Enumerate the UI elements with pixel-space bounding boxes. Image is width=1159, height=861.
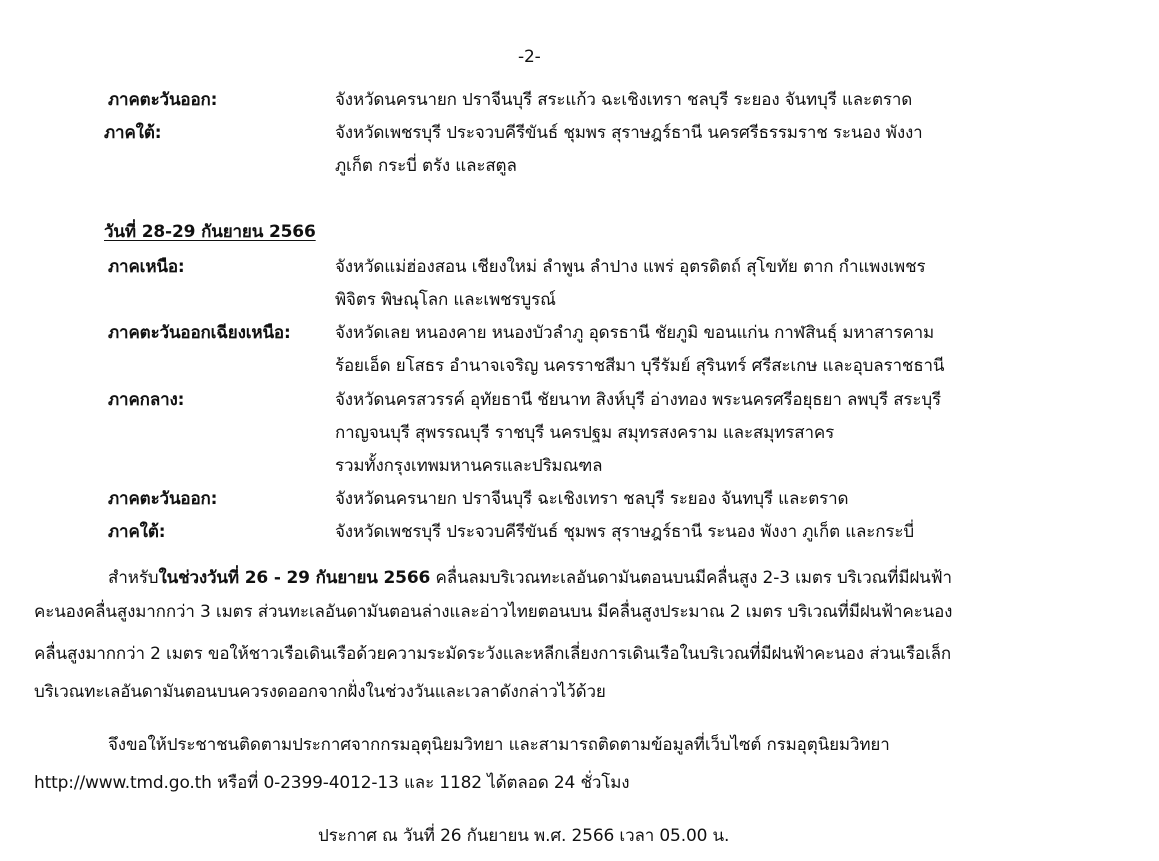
- wave-prefix: สำหรับ: [108, 568, 159, 588]
- wave-paragraph-line-1: [108, 567, 952, 589]
- region-label-south: ภาคใต้:: [104, 123, 162, 143]
- wave-line-1-rest: คลื่นลมบริเวณทะเลอันดามันตอนบนมีคลื่นสูง 2-3 เมตร บริเวณที่มีฝนฟ้า: [430, 568, 952, 588]
- region-text-northeast-line-2: ร้อยเอ็ด ยโสธร อำนาจเจริญ นครราชสีมา บุรีรัมย์ สุรินทร์ ศรีสะเกษ และอุบลราชธานี: [335, 356, 945, 376]
- page-number: -2-: [518, 47, 541, 67]
- region-label-east-2: ภาคตะวันออก:: [108, 489, 218, 509]
- follow-paragraph-line-1: จึงขอให้ประชาชนติดตามประกาศจากกรมอุตุนิยมวิทยา และสามารถติดตามข้อมูลที่เว็บไซต์ กรมอุตุนิยมวิทยา: [108, 735, 890, 755]
- wave-period-bold: ในช่วงวันที่ 26 - 29 กันยายน 2566: [158, 568, 431, 588]
- region-label-south-2: ภาคใต้:: [108, 522, 166, 542]
- region-text-south-line-1: จังหวัดเพชรบุรี ประจวบคีรีขันธ์ ชุมพร สุราษฎร์ธานี นครศรีธรรมราช ระนอง พังงา: [335, 123, 923, 143]
- region-text-south-2: จังหวัดเพชรบุรี ประจวบคีรีขันธ์ ชุมพร สุราษฎร์ธานี ระนอง พังงา ภูเก็ต และกระบี่: [335, 522, 915, 542]
- region-text-central-line-1: จังหวัดนครสวรรค์ อุทัยธานี ชัยนาท สิงห์บุรี อ่างทอง พระนครศรีอยุธยา ลพบุรี สระบุรี: [335, 390, 942, 410]
- region-text-central-line-2: กาญจนบุรี สุพรรณบุรี ราชบุรี นครปฐม สมุทรสงคราม และสมุทรสาคร: [335, 423, 835, 443]
- wave-paragraph-line-3: คลื่นสูงมากกว่า 2 เมตร ขอให้ชาวเรือเดินเรือด้วยความระมัดระวังและหลีกเลี่ยงการเดินเรือในบริเวณที่มีฝนฟ้าคะนอง ส่วนเรือเล็ก: [34, 644, 952, 664]
- region-label-north: ภาคเหนือ:: [108, 257, 185, 277]
- region-text-south-line-2: ภูเก็ต กระบี่ ตรัง และสตูล: [335, 156, 517, 176]
- region-text-northeast-line-1: จังหวัดเลย หนองคาย หนองบัวลำภู อุดรธานี ชัยภูมิ ขอนแก่น กาฬสินธุ์ มหาสารคาม: [335, 323, 935, 343]
- region-text-central-line-3: รวมทั้งกรุงเทพมหานครและปริมณฑล: [335, 456, 603, 476]
- region-text-east: จังหวัดนครนายก ปราจีนบุรี สระแก้ว ฉะเชิงเทรา ชลบุรี ระยอง จันทบุรี และตราด: [335, 90, 913, 110]
- region-label-central: ภาคกลาง:: [108, 390, 185, 410]
- region-label-east: ภาคตะวันออก:: [108, 90, 218, 110]
- announcement-date: ประกาศ ณ วันที่ 26 กันยายน พ.ศ. 2566 เวลา 05.00 น.: [318, 826, 730, 846]
- date-heading: วันที่ 28-29 กันยายน 2566: [104, 222, 316, 242]
- website-link[interactable]: http://www.tmd.go.th: [34, 773, 212, 793]
- region-text-north-line-2: พิจิตร พิษณุโลก และเพชรบูรณ์: [335, 290, 556, 310]
- wave-paragraph-line-2: คะนองคลื่นสูงมากกว่า 3 เมตร ส่วนทะเลอันดามันตอนล่างและอ่าวไทยตอนบน มีคลื่นสูงประมาณ 2 เมตร บริเวณที่มีฝนฟ้าคะนอง: [34, 602, 953, 622]
- region-label-northeast: ภาคตะวันออกเฉียงเหนือ:: [108, 323, 291, 343]
- contact-phone-text: หรือที่ 0-2399-4012-13 และ 1182 ได้ตลอด 24 ชั่วโมง: [211, 773, 630, 793]
- wave-paragraph-line-4: บริเวณทะเลอันดามันตอนบนควรงดออกจากฝั่งในช่วงวันและเวลาดังกล่าวไว้ด้วย: [34, 682, 606, 702]
- region-text-east-2: จังหวัดนครนายก ปราจีนบุรี ฉะเชิงเทรา ชลบุรี ระยอง จันทบุรี และตราด: [335, 489, 849, 509]
- follow-paragraph-line-2: [34, 772, 629, 794]
- region-text-north-line-1: จังหวัดแม่ฮ่องสอน เชียงใหม่ ลำพูน ลำปาง แพร่ อุตรดิตถ์ สุโขทัย ตาก กำแพงเพชร: [335, 257, 926, 277]
